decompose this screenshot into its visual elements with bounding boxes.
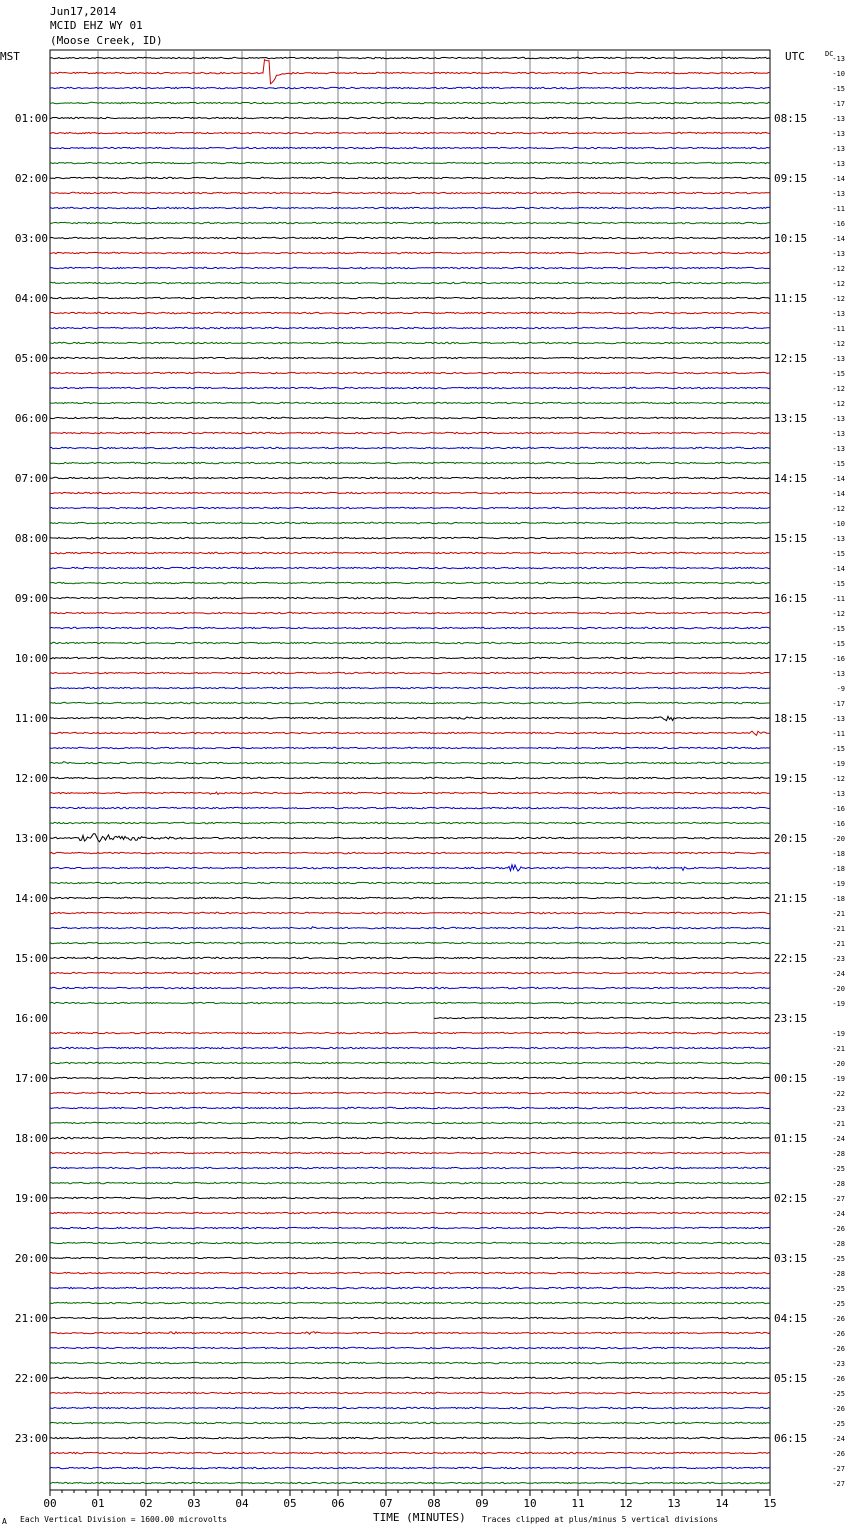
trace-line	[50, 612, 770, 613]
hour-label-right: 19:15	[774, 772, 808, 785]
hour-label-left: 05:00	[14, 352, 48, 365]
x-tick-label: 02	[139, 1497, 153, 1510]
x-tick-label: 11	[571, 1497, 585, 1510]
trace-line	[50, 1152, 770, 1153]
hour-label-left: 03:00	[14, 232, 48, 245]
x-tick-label: 07	[379, 1497, 393, 1510]
dc-offset-label: -19	[832, 1075, 845, 1083]
trace-line	[50, 1242, 770, 1243]
trace-line	[50, 747, 770, 748]
trace-line	[50, 147, 770, 148]
trace-line	[50, 1272, 770, 1273]
x-tick-label: 00	[43, 1497, 57, 1510]
dc-offset-label: -18	[832, 850, 845, 858]
dc-offset-label: -16	[832, 655, 845, 663]
trace-line	[50, 1407, 770, 1408]
trace-line	[50, 267, 770, 268]
dc-offset-label: -13	[832, 160, 845, 168]
trace-line	[50, 1182, 770, 1183]
trace-line	[50, 1197, 770, 1198]
trace-line	[50, 162, 770, 163]
x-axis-title: TIME (MINUTES)	[373, 1511, 466, 1524]
dc-offset-label: -17	[832, 100, 845, 108]
trace-line	[50, 1257, 770, 1258]
x-tick-label: 14	[715, 1497, 729, 1510]
trace-line	[50, 882, 770, 883]
dc-offset-label: -13	[832, 715, 845, 723]
trace-line	[50, 282, 770, 283]
dc-offset-label: -15	[832, 85, 845, 93]
station-label: MCID EHZ WY 01	[50, 19, 143, 32]
trace-line	[50, 716, 770, 720]
trace-line	[50, 447, 770, 448]
trace-line	[50, 552, 770, 553]
clip-note: Traces clipped at plus/minus 5 vertical divisions	[482, 1515, 719, 1524]
trace-line	[50, 507, 770, 508]
right-timezone-label: UTC	[785, 50, 805, 63]
trace-line	[50, 807, 770, 808]
dc-offset-label: -11	[832, 730, 845, 738]
dc-offset-label: -21	[832, 925, 845, 933]
dc-offset-label: -12	[832, 610, 845, 618]
hour-label-right: 08:15	[774, 112, 808, 125]
trace-line	[50, 357, 770, 358]
dc-offset-label: -10	[832, 520, 845, 528]
hour-label-left: 13:00	[14, 832, 48, 845]
dc-offset-label: -13	[832, 415, 845, 423]
trace-line	[50, 537, 770, 538]
hour-label-right: 06:15	[774, 1432, 808, 1445]
trace-line	[50, 312, 770, 313]
trace-line	[50, 672, 770, 673]
hour-label-right: 16:15	[774, 592, 808, 605]
trace-line	[50, 177, 770, 178]
dc-offset-label: -25	[832, 1390, 845, 1398]
dc-offset-label: -15	[832, 640, 845, 648]
dc-offset-label: -10	[832, 70, 845, 78]
hour-label-left: 04:00	[14, 292, 48, 305]
dc-offset-label: -16	[832, 805, 845, 813]
trace-line	[50, 462, 770, 463]
trace-line	[50, 1392, 770, 1393]
dc-offset-label: -9	[836, 685, 845, 693]
dc-offset-label: -13	[832, 445, 845, 453]
dc-offset-label: -16	[832, 820, 845, 828]
x-tick-label: 08	[427, 1497, 441, 1510]
dc-offset-label: -21	[832, 1120, 845, 1128]
trace-line	[50, 897, 770, 898]
dc-offset-label: -15	[832, 745, 845, 753]
dc-offset-label: -28	[832, 1240, 845, 1248]
trace-line	[434, 1017, 770, 1018]
hour-label-left: 21:00	[14, 1312, 48, 1325]
trace-line	[50, 1452, 770, 1453]
trace-line	[50, 942, 770, 943]
hour-label-right: 22:15	[774, 952, 808, 965]
dc-offset-label: -26	[832, 1315, 845, 1323]
dc-offset-label: -25	[832, 1285, 845, 1293]
scale-note: Each Vertical Division = 1600.00 microvolts	[20, 1515, 228, 1524]
dc-offset-label: -21	[832, 1045, 845, 1053]
x-tick-label: 15	[763, 1497, 777, 1510]
trace-line	[50, 582, 770, 583]
hour-label-right: 15:15	[774, 532, 808, 545]
dc-offset-label: -15	[832, 370, 845, 378]
trace-line	[50, 402, 770, 403]
dc-offset-label: -19	[832, 760, 845, 768]
dc-offset-label: -21	[832, 910, 845, 918]
dc-offset-label: -23	[832, 955, 845, 963]
trace-line	[50, 1482, 770, 1483]
dc-label: DC	[825, 50, 834, 58]
hour-label-right: 01:15	[774, 1132, 808, 1145]
dc-offset-label: -25	[832, 1255, 845, 1263]
trace-line	[50, 1347, 770, 1348]
location-label: (Moose Creek, ID)	[50, 34, 163, 47]
hour-label-right: 17:15	[774, 652, 808, 665]
dc-offset-label: -24	[832, 1435, 845, 1443]
dc-offset-label: -26	[832, 1345, 845, 1353]
hour-label-right: 10:15	[774, 232, 808, 245]
trace-line	[50, 627, 770, 628]
dc-offset-label: -13	[832, 190, 845, 198]
dc-offset-label: -14	[832, 475, 845, 483]
hour-label-right: 20:15	[774, 832, 808, 845]
hour-label-left: 07:00	[14, 472, 48, 485]
dc-offset-label: -12	[832, 295, 845, 303]
hour-label-left: 19:00	[14, 1192, 48, 1205]
trace-line	[50, 1077, 770, 1078]
hour-label-left: 01:00	[14, 112, 48, 125]
dc-offset-label: -12	[832, 400, 845, 408]
x-tick-label: 03	[187, 1497, 201, 1510]
trace-line	[50, 132, 770, 133]
trace-line	[50, 1287, 770, 1288]
dc-offset-label: -13	[832, 310, 845, 318]
hour-label-left: 14:00	[14, 892, 48, 905]
trace-line	[50, 762, 770, 764]
hour-label-left: 08:00	[14, 532, 48, 545]
hour-label-right: 21:15	[774, 892, 808, 905]
trace-line	[50, 1092, 770, 1093]
trace-line	[50, 60, 770, 84]
trace-line	[50, 702, 770, 703]
dc-offset-label: -20	[832, 985, 845, 993]
trace-line	[50, 597, 770, 598]
plot-frame	[50, 50, 770, 1490]
hour-label-left: 15:00	[14, 952, 48, 965]
trace-line	[50, 1032, 770, 1033]
dc-offset-label: -14	[832, 175, 845, 183]
trace-line	[50, 657, 770, 658]
trace-line	[50, 117, 770, 118]
dc-offset-label: -18	[832, 895, 845, 903]
hour-label-left: 23:00	[14, 1432, 48, 1445]
hour-label-right: 14:15	[774, 472, 808, 485]
left-timezone-label: MST	[0, 50, 20, 63]
dc-offset-label: -13	[832, 355, 845, 363]
dc-offset-label: -23	[832, 1105, 845, 1113]
trace-line	[50, 102, 770, 103]
trace-line	[50, 417, 770, 418]
hour-label-left: 17:00	[14, 1072, 48, 1085]
x-tick-label: 12	[619, 1497, 633, 1510]
x-tick-label: 13	[667, 1497, 681, 1510]
dc-offset-label: -12	[832, 265, 845, 273]
trace-line	[50, 252, 770, 253]
trace-line	[50, 972, 770, 973]
trace-line	[50, 327, 770, 328]
dc-offset-label: -14	[832, 490, 845, 498]
trace-line	[50, 432, 770, 433]
hour-label-left: 18:00	[14, 1132, 48, 1145]
hour-label-left: 20:00	[14, 1252, 48, 1265]
trace-line	[50, 927, 770, 929]
trace-line	[50, 792, 770, 795]
dc-offset-label: -24	[832, 1210, 845, 1218]
dc-offset-label: -13	[832, 115, 845, 123]
trace-line	[50, 1167, 770, 1168]
dc-offset-label: -19	[832, 1000, 845, 1008]
trace-line	[50, 912, 770, 913]
hour-label-left: 09:00	[14, 592, 48, 605]
trace-line	[50, 477, 770, 478]
x-tick-label: 01	[91, 1497, 105, 1510]
dc-offset-label: -13	[832, 250, 845, 258]
dc-offset-label: -19	[832, 880, 845, 888]
dc-offset-label: -13	[832, 670, 845, 678]
dc-offset-label: -14	[832, 565, 845, 573]
hour-label-right: 03:15	[774, 1252, 808, 1265]
hour-label-right: 11:15	[774, 292, 808, 305]
dc-offset-label: -13	[832, 790, 845, 798]
dc-offset-label: -26	[832, 1405, 845, 1413]
dc-offset-label: -11	[832, 595, 845, 603]
dc-offset-label: -26	[832, 1225, 845, 1233]
dc-offset-label: -25	[832, 1300, 845, 1308]
trace-line	[50, 492, 770, 493]
hour-label-right: 13:15	[774, 412, 808, 425]
dc-offset-label: -22	[832, 1090, 845, 1098]
hour-label-right: 05:15	[774, 1372, 808, 1385]
hour-label-left: 16:00	[14, 1012, 48, 1025]
hour-label-left: 02:00	[14, 172, 48, 185]
dc-offset-label: -21	[832, 940, 845, 948]
dc-offset-label: -20	[832, 835, 845, 843]
trace-line	[50, 1137, 770, 1138]
dc-offset-label: -25	[832, 1165, 845, 1173]
dc-offset-label: -28	[832, 1180, 845, 1188]
dc-offset-label: -24	[832, 1135, 845, 1143]
trace-line	[50, 522, 770, 523]
trace-line	[50, 387, 770, 388]
hour-label-right: 09:15	[774, 172, 808, 185]
dc-offset-label: -27	[832, 1480, 845, 1488]
trace-line	[50, 1362, 770, 1363]
trace-line	[50, 642, 770, 643]
dc-offset-label: -11	[832, 325, 845, 333]
x-tick-label: 10	[523, 1497, 537, 1510]
trace-line	[50, 1332, 770, 1335]
trace-line	[50, 1422, 770, 1423]
trace-line	[50, 1062, 770, 1063]
trace-line	[50, 222, 770, 223]
trace-line	[50, 1317, 770, 1318]
dc-offset-label: -24	[832, 970, 845, 978]
hour-label-right: 02:15	[774, 1192, 808, 1205]
dc-offset-label: -13	[832, 535, 845, 543]
trace-line	[50, 687, 770, 688]
trace-line	[50, 237, 770, 238]
hour-label-right: 23:15	[774, 1012, 808, 1025]
dc-offset-label: -18	[832, 865, 845, 873]
dc-offset-label: -26	[832, 1450, 845, 1458]
trace-line	[50, 1467, 770, 1468]
dc-offset-label: -12	[832, 340, 845, 348]
dc-offset-label: -27	[832, 1195, 845, 1203]
dc-offset-label: -14	[832, 235, 845, 243]
trace-line	[50, 1437, 770, 1438]
dc-offset-label: -12	[832, 505, 845, 513]
dc-offset-label: -15	[832, 580, 845, 588]
trace-line	[50, 342, 770, 343]
dc-offset-label: -26	[832, 1330, 845, 1338]
hour-label-left: 06:00	[14, 412, 48, 425]
trace-line	[50, 865, 770, 871]
trace-line	[50, 207, 770, 208]
dc-offset-label: -12	[832, 280, 845, 288]
dc-offset-label: -12	[832, 775, 845, 783]
trace-line	[50, 957, 770, 958]
trace-line	[50, 567, 770, 568]
trace-line	[50, 297, 770, 298]
trace-line	[50, 87, 770, 88]
trace-line	[50, 731, 770, 735]
dc-offset-label: -13	[832, 130, 845, 138]
dc-offset-label: -16	[832, 220, 845, 228]
dc-offset-label: -26	[832, 1375, 845, 1383]
hour-label-left: 12:00	[14, 772, 48, 785]
hour-label-right: 18:15	[774, 712, 808, 725]
dc-offset-label: -20	[832, 1060, 845, 1068]
trace-line	[50, 987, 770, 988]
hour-label-right: 04:15	[774, 1312, 808, 1325]
dc-offset-label: -15	[832, 550, 845, 558]
trace-line	[50, 1377, 770, 1378]
dc-offset-label: -11	[832, 205, 845, 213]
dc-offset-label: -19	[832, 1030, 845, 1038]
trace-line	[50, 1302, 770, 1303]
trace-line	[50, 372, 770, 373]
dc-offset-label: -12	[832, 385, 845, 393]
trace-line	[50, 1227, 770, 1228]
hour-label-left: 11:00	[14, 712, 48, 725]
dc-offset-label: -15	[832, 460, 845, 468]
x-tick-label: 06	[331, 1497, 345, 1510]
dc-offset-label: -15	[832, 625, 845, 633]
dc-offset-label: -13	[832, 145, 845, 153]
dc-offset-label: -28	[832, 1270, 845, 1278]
trace-line	[50, 852, 770, 853]
trace-line	[50, 1002, 770, 1003]
hour-label-left: 22:00	[14, 1372, 48, 1385]
x-tick-label: 09	[475, 1497, 489, 1510]
trace-line	[50, 777, 770, 778]
x-tick-label: 05	[283, 1497, 297, 1510]
trace-line	[50, 192, 770, 193]
dc-offset-label: -13	[832, 55, 845, 63]
trace-line	[50, 1107, 770, 1108]
dc-offset-label: -23	[832, 1360, 845, 1368]
dc-offset-label: -13	[832, 430, 845, 438]
trace-line	[50, 57, 770, 58]
dc-offset-label: -25	[832, 1420, 845, 1428]
x-tick-label: 04	[235, 1497, 249, 1510]
trace-line	[50, 1122, 770, 1123]
hour-label-left: 10:00	[14, 652, 48, 665]
dc-offset-label: -28	[832, 1150, 845, 1158]
trace-line	[50, 1047, 770, 1048]
dc-offset-label: -27	[832, 1465, 845, 1473]
corner-mark: A	[2, 1517, 7, 1526]
dc-offset-label: -17	[832, 700, 845, 708]
trace-line	[50, 822, 770, 823]
trace-line	[50, 1212, 770, 1213]
hour-label-right: 12:15	[774, 352, 808, 365]
date-label: Jun17,2014	[50, 5, 117, 18]
trace-line	[50, 834, 770, 842]
hour-label-right: 00:15	[774, 1072, 808, 1085]
